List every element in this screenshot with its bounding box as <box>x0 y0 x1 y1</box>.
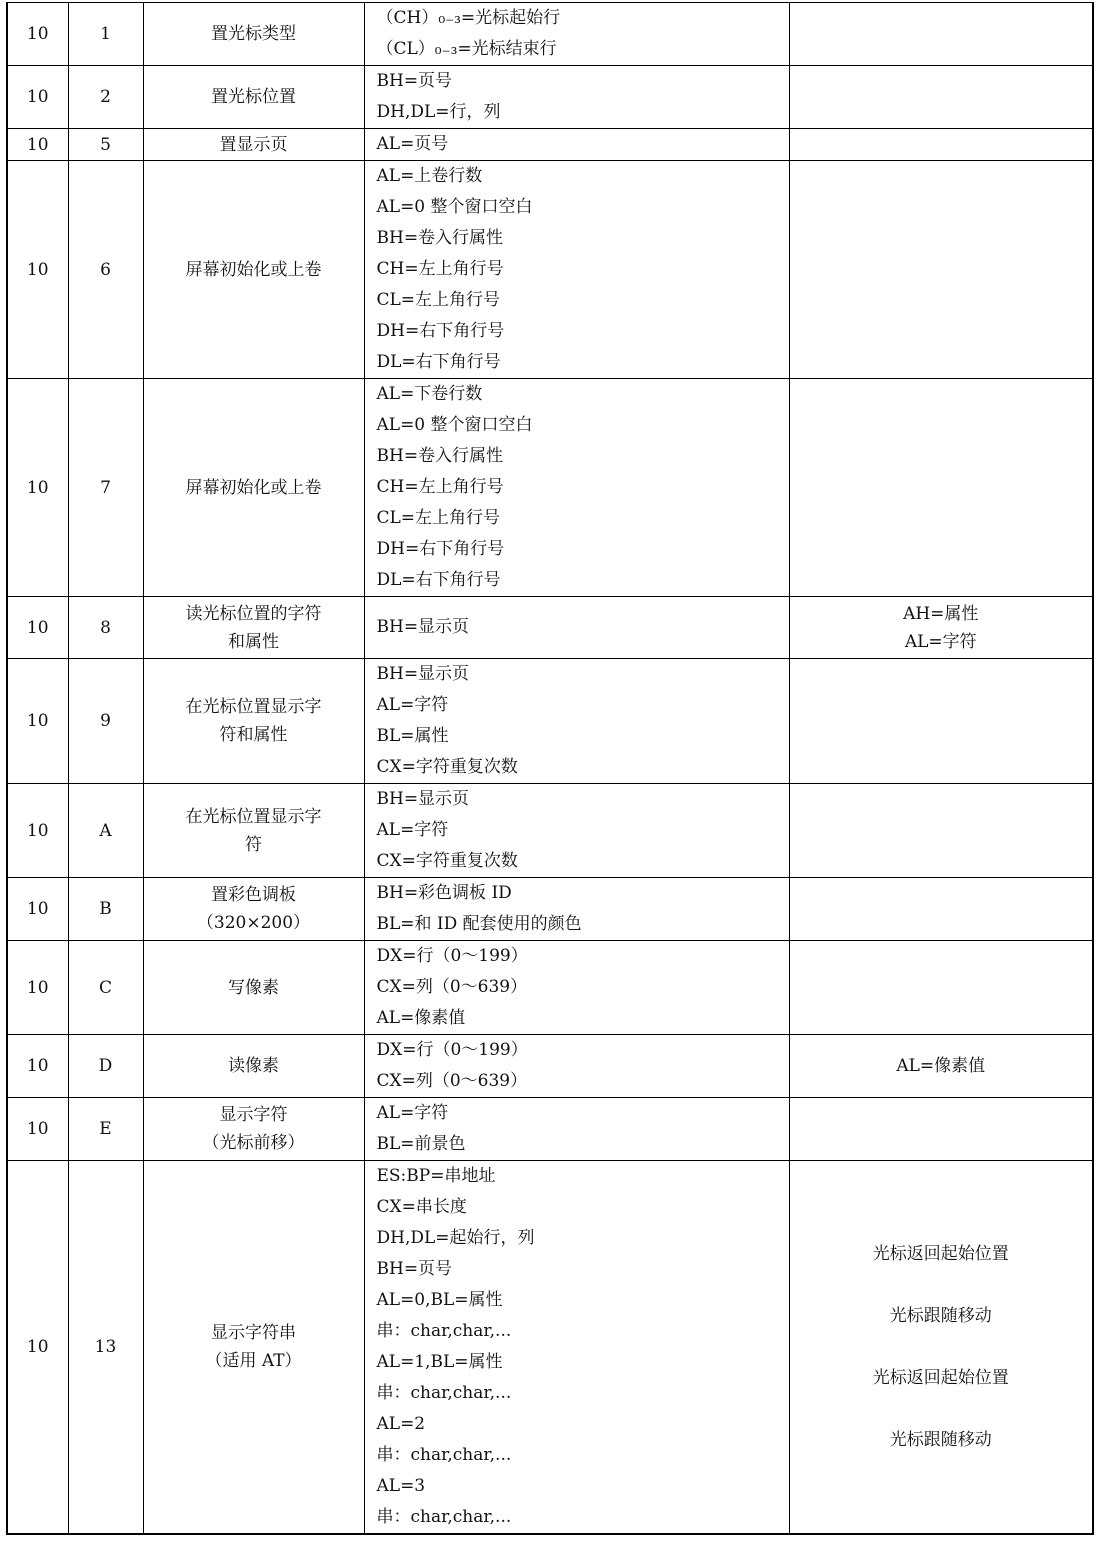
table-row <box>7 597 1093 659</box>
parameter-line: CX=字符重复次数 <box>376 851 518 871</box>
parameter-line: CX=串长度 <box>376 1197 467 1217</box>
parameter-line: AL=下卷行数 <box>376 384 483 404</box>
parameter-line: BH=显示页 <box>376 617 470 637</box>
entry-parameters-cell <box>364 941 789 1035</box>
parameter-line: BL=和 ID 配套使用的颜色 <box>376 914 582 934</box>
entry-parameters-cell <box>364 3 789 66</box>
parameter-line: CL=左上角行号 <box>376 290 501 310</box>
parameter-line: BH=卷入行属性 <box>376 446 504 466</box>
function-number-cell: B <box>68 878 143 941</box>
description-line: 置光标位置 <box>211 87 296 107</box>
parameter-line: BH=卷入行属性 <box>376 228 504 248</box>
description-line: （光标前移） <box>202 1133 305 1153</box>
entry-parameters-cell <box>364 1035 789 1098</box>
exit-result-cell <box>789 878 1093 941</box>
parameter-line: BH=显示页 <box>376 789 470 809</box>
parameter-line: CH=左上角行号 <box>376 259 504 279</box>
exit-result-cell <box>789 659 1093 784</box>
description-line: 置显示页 <box>219 134 288 155</box>
interrupt-number-cell: 10 <box>7 66 68 129</box>
exit-result-cell <box>789 129 1093 161</box>
table-row <box>7 659 1093 784</box>
entry-parameters-cell <box>364 784 789 878</box>
parameter-line: BL=前景色 <box>376 1134 466 1154</box>
description-line: 在光标位置显示字 <box>185 697 322 717</box>
parameter-line: AL=0,BL=属性 <box>376 1290 503 1310</box>
parameter-line: AL=字符 <box>376 820 449 840</box>
table-row <box>7 129 1093 161</box>
table-row <box>7 3 1093 66</box>
description-line: 符和属性 <box>219 725 288 745</box>
function-description-cell <box>143 941 364 1035</box>
function-description-cell <box>143 659 364 784</box>
interrupt-number-cell: 10 <box>7 3 68 66</box>
description-line: （320×200） <box>196 913 311 933</box>
parameter-line: AL=0 整个窗口空白 <box>376 197 533 217</box>
parameter-line: BL=属性 <box>376 726 449 746</box>
function-description-cell <box>143 1161 364 1535</box>
description-line: 置彩色调板 <box>211 885 296 905</box>
result-line: 光标跟随移动 <box>889 1430 992 1450</box>
description-line: 符 <box>245 834 262 855</box>
parameter-line: CX=列（0～639） <box>376 977 528 997</box>
exit-result-cell <box>789 784 1093 878</box>
parameter-line: DH,DL=起始行，列 <box>376 1228 535 1248</box>
parameter-line: DH,DL=行，列 <box>376 102 501 122</box>
parameter-line: 串：char,char,... <box>376 1383 512 1403</box>
interrupt-number-cell: 10 <box>7 129 68 161</box>
parameter-line: CL=左上角行号 <box>376 508 501 528</box>
description-line: （适用 AT） <box>205 1351 302 1371</box>
entry-parameters-cell <box>364 129 789 161</box>
function-number-cell: 6 <box>68 161 143 379</box>
parameter-line: DH=右下角行号 <box>376 321 505 341</box>
result-line: AL=字符 <box>904 631 977 652</box>
function-description-cell <box>143 784 364 878</box>
parameter-line: AL=3 <box>376 1476 426 1496</box>
table-row <box>7 161 1093 379</box>
table-row <box>7 1161 1093 1535</box>
result-line: 光标跟随移动 <box>889 1306 992 1326</box>
function-description-cell <box>143 66 364 129</box>
bios-int10-table <box>6 2 1094 1535</box>
function-description-cell <box>143 878 364 941</box>
table-row <box>7 66 1093 129</box>
parameter-line: AL=像素值 <box>376 1008 466 1028</box>
table-body <box>7 3 1093 1535</box>
parameter-line: AL=字符 <box>376 695 449 715</box>
function-description-cell <box>143 1098 364 1161</box>
function-number-cell: 7 <box>68 379 143 597</box>
table-row <box>7 1035 1093 1098</box>
exit-result-cell <box>789 1035 1093 1098</box>
interrupt-number-cell: 10 <box>7 878 68 941</box>
description-line: 显示字符 <box>219 1105 288 1125</box>
function-description-cell <box>143 3 364 66</box>
parameter-line: BH=彩色调板 ID <box>376 883 512 903</box>
interrupt-number-cell: 10 <box>7 784 68 878</box>
parameter-line: DX=行（0～199） <box>376 1040 528 1060</box>
parameter-line: 串：char,char,... <box>376 1507 512 1527</box>
function-number-cell: 2 <box>68 66 143 129</box>
parameter-line: CX=列（0～639） <box>376 1071 528 1091</box>
exit-result-cell <box>789 941 1093 1035</box>
description-line: 置光标类型 <box>211 24 296 44</box>
table-row <box>7 784 1093 878</box>
parameter-line: DX=行（0～199） <box>376 946 528 966</box>
table-row <box>7 941 1093 1035</box>
description-line: 显示字符串 <box>211 1323 296 1343</box>
exit-result-cell <box>789 1161 1093 1535</box>
description-line: 写像素 <box>228 977 279 998</box>
exit-result-cell <box>789 379 1093 597</box>
table-row <box>7 1098 1093 1161</box>
parameter-line: DH=右下角行号 <box>376 539 505 559</box>
parameter-line: AL=字符 <box>376 1103 449 1123</box>
exit-result-cell <box>789 3 1093 66</box>
function-number-cell: A <box>68 784 143 878</box>
parameter-line: 串：char,char,... <box>376 1445 512 1465</box>
interrupt-number-cell: 10 <box>7 161 68 379</box>
parameter-line: DL=右下角行号 <box>376 570 501 590</box>
function-description-cell <box>143 379 364 597</box>
entry-parameters-cell <box>364 66 789 129</box>
interrupt-number-cell: 10 <box>7 1098 68 1161</box>
function-description-cell <box>143 161 364 379</box>
table-row <box>7 878 1093 941</box>
function-number-cell: 8 <box>68 597 143 659</box>
parameter-line: BH=页号 <box>376 71 453 91</box>
function-number-cell: C <box>68 941 143 1035</box>
parameter-line: CH=左上角行号 <box>376 477 504 497</box>
parameter-line: 串：char,char,... <box>376 1321 512 1341</box>
function-description-cell <box>143 597 364 659</box>
parameter-line: AL=1,BL=属性 <box>376 1352 503 1372</box>
entry-parameters-cell <box>364 1161 789 1535</box>
parameter-line: ES:BP=串地址 <box>376 1166 496 1186</box>
function-number-cell: E <box>68 1098 143 1161</box>
description-line: 读像素 <box>228 1056 279 1076</box>
entry-parameters-cell <box>364 379 789 597</box>
parameter-line: AL=页号 <box>376 134 449 154</box>
function-number-cell: 1 <box>68 3 143 66</box>
result-line: AL=像素值 <box>896 1056 986 1076</box>
table-row <box>7 379 1093 597</box>
result-line: AH=属性 <box>903 603 979 624</box>
result-line: 光标返回起始位置 <box>872 1244 1009 1264</box>
parameter-line: BH=页号 <box>376 1259 453 1279</box>
parameter-line: AL=上卷行数 <box>376 166 483 186</box>
function-number-cell: 5 <box>68 129 143 161</box>
interrupt-number-cell: 10 <box>7 659 68 784</box>
function-number-cell: D <box>68 1035 143 1098</box>
parameter-line: DL=右下角行号 <box>376 352 501 372</box>
interrupt-number-cell: 10 <box>7 597 68 659</box>
entry-parameters-cell <box>364 878 789 941</box>
result-line: 光标返回起始位置 <box>872 1368 1009 1388</box>
parameter-line: CX=字符重复次数 <box>376 757 518 777</box>
parameter-line: AL=0 整个窗口空白 <box>376 415 533 435</box>
function-description-cell <box>143 129 364 161</box>
parameter-line: AL=2 <box>376 1414 426 1434</box>
interrupt-number-cell: 10 <box>7 1161 68 1535</box>
entry-parameters-cell <box>364 161 789 379</box>
interrupt-number-cell: 10 <box>7 1035 68 1098</box>
entry-parameters-cell <box>364 597 789 659</box>
exit-result-cell <box>789 1098 1093 1161</box>
exit-result-cell <box>789 66 1093 129</box>
interrupt-number-cell: 10 <box>7 379 68 597</box>
interrupt-number-cell: 10 <box>7 941 68 1035</box>
description-line: 在光标位置显示字 <box>185 806 322 827</box>
parameter-line: （CL）₀₋₃=光标结束行 <box>376 39 557 59</box>
description-line: 屏幕初始化或上卷 <box>185 477 322 498</box>
parameter-line: （CH）₀₋₃=光标起始行 <box>376 8 561 28</box>
description-line: 屏幕初始化或上卷 <box>185 259 322 280</box>
entry-parameters-cell <box>364 659 789 784</box>
description-line: 读光标位置的字符 <box>185 603 322 624</box>
function-number-cell: 13 <box>68 1161 143 1535</box>
function-number-cell: 9 <box>68 659 143 784</box>
entry-parameters-cell <box>364 1098 789 1161</box>
function-description-cell <box>143 1035 364 1098</box>
description-line: 和属性 <box>228 631 279 652</box>
parameter-line: BH=显示页 <box>376 664 470 684</box>
exit-result-cell <box>789 161 1093 379</box>
exit-result-cell <box>789 597 1093 659</box>
